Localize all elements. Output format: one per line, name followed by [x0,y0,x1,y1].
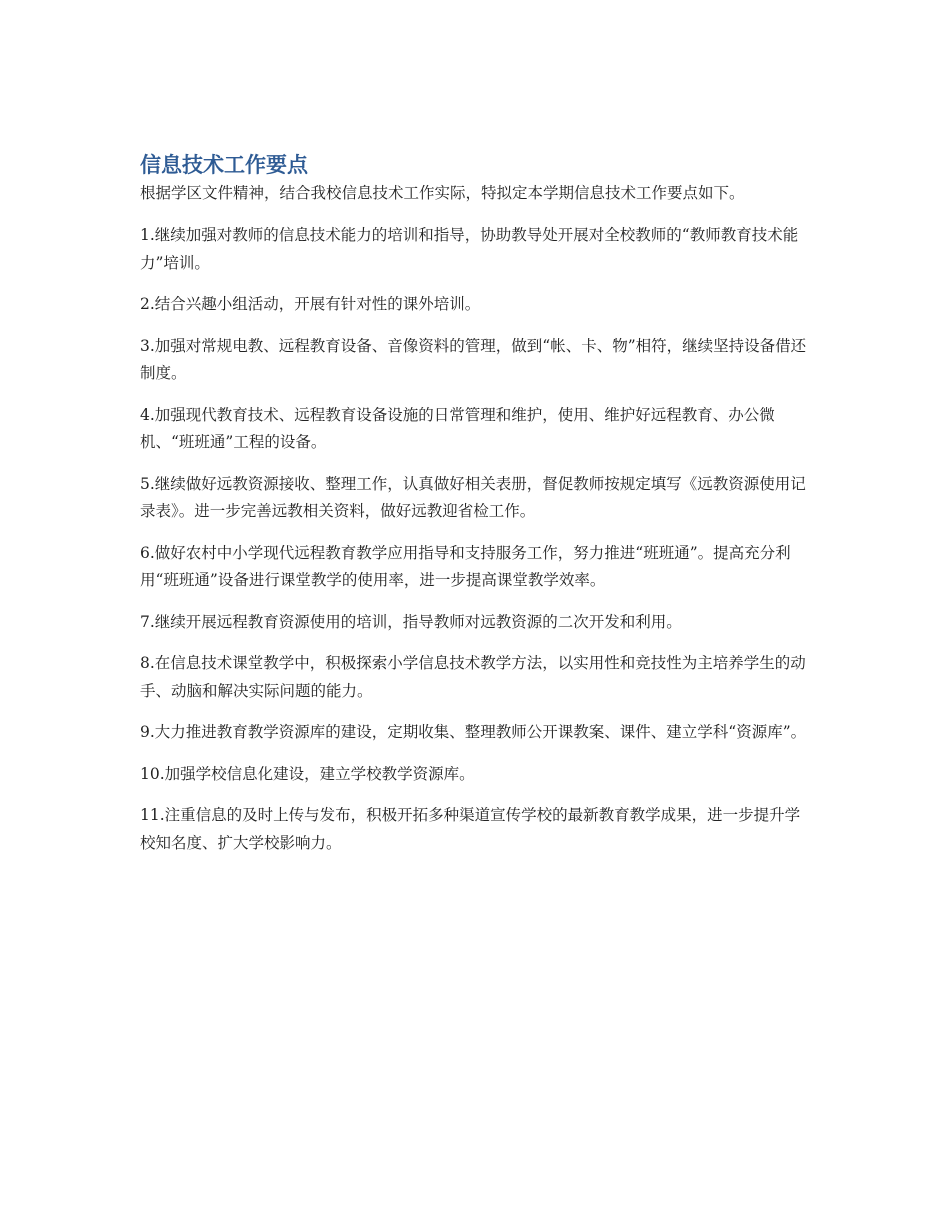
list-item-10: 10.加强学校信息化建设，建立学校教学资源库。 [140,764,475,783]
list-item-3: 3.加强对常规电教、远程教育设备、音像资料的管理，做到“帐、卡、物”相符，继续坚持设备借还制度。 [140,336,807,382]
list-item-5: 5.继续做好远教资源接收、整理工作，认真做好相关表册，督促教师按规定填写《远教资源使用记录表》。进一步完善远教相关资料，做好远教迎省检工作。 [140,474,806,520]
intro-paragraph: 根据学区文件精神，结合我校信息技术工作实际，特拟定本学期信息技术工作要点如下。 [140,184,745,202]
list-item-4: 4.加强现代教育技术、远程教育设备设施的日常管理和维护，使用、维护好远程教育、办公微机、“班班通”工程的设备。 [140,405,775,451]
document-title: 信息技术工作要点 [140,153,308,177]
list-item-8: 8.在信息技术课堂教学中，积极探索小学信息技术教学方法，以实用性和竞技性为主培养学生的动手、动脑和解决实际问题的能力。 [140,654,806,700]
list-item-9: 9.大力推进教育教学资源库的建设，定期收集、整理教师公开课教案、课件、建立学科“资源库”。 [140,723,807,741]
list-item-7: 7.继续开展远程教育资源使用的培训，指导教师对远教资源的二次开发和利用。 [140,612,682,631]
list-item-1: 1.继续加强对教师的信息技术能力的培训和指导，协助教导处开展对全校教师的“教师教育技术能力”培训。 [140,226,799,272]
list-item-11: 11.注重信息的及时上传与发布，积极开拓多种渠道宣传学校的最新教育教学成果，进一步提升学校知名度、扩大学校影响力。 [140,806,801,852]
document-page [140,150,812,871]
list-item-2: 2.结合兴趣小组活动，开展有针对性的课外培训。 [140,295,481,313]
list-item-6: 6.做好农村中小学现代远程教育教学应用指导和支持服务工作，努力推进“班班通”。提高充分利用“班班通”设备进行课堂教学的使用率，进一步提高课堂教学效率。 [140,543,791,589]
